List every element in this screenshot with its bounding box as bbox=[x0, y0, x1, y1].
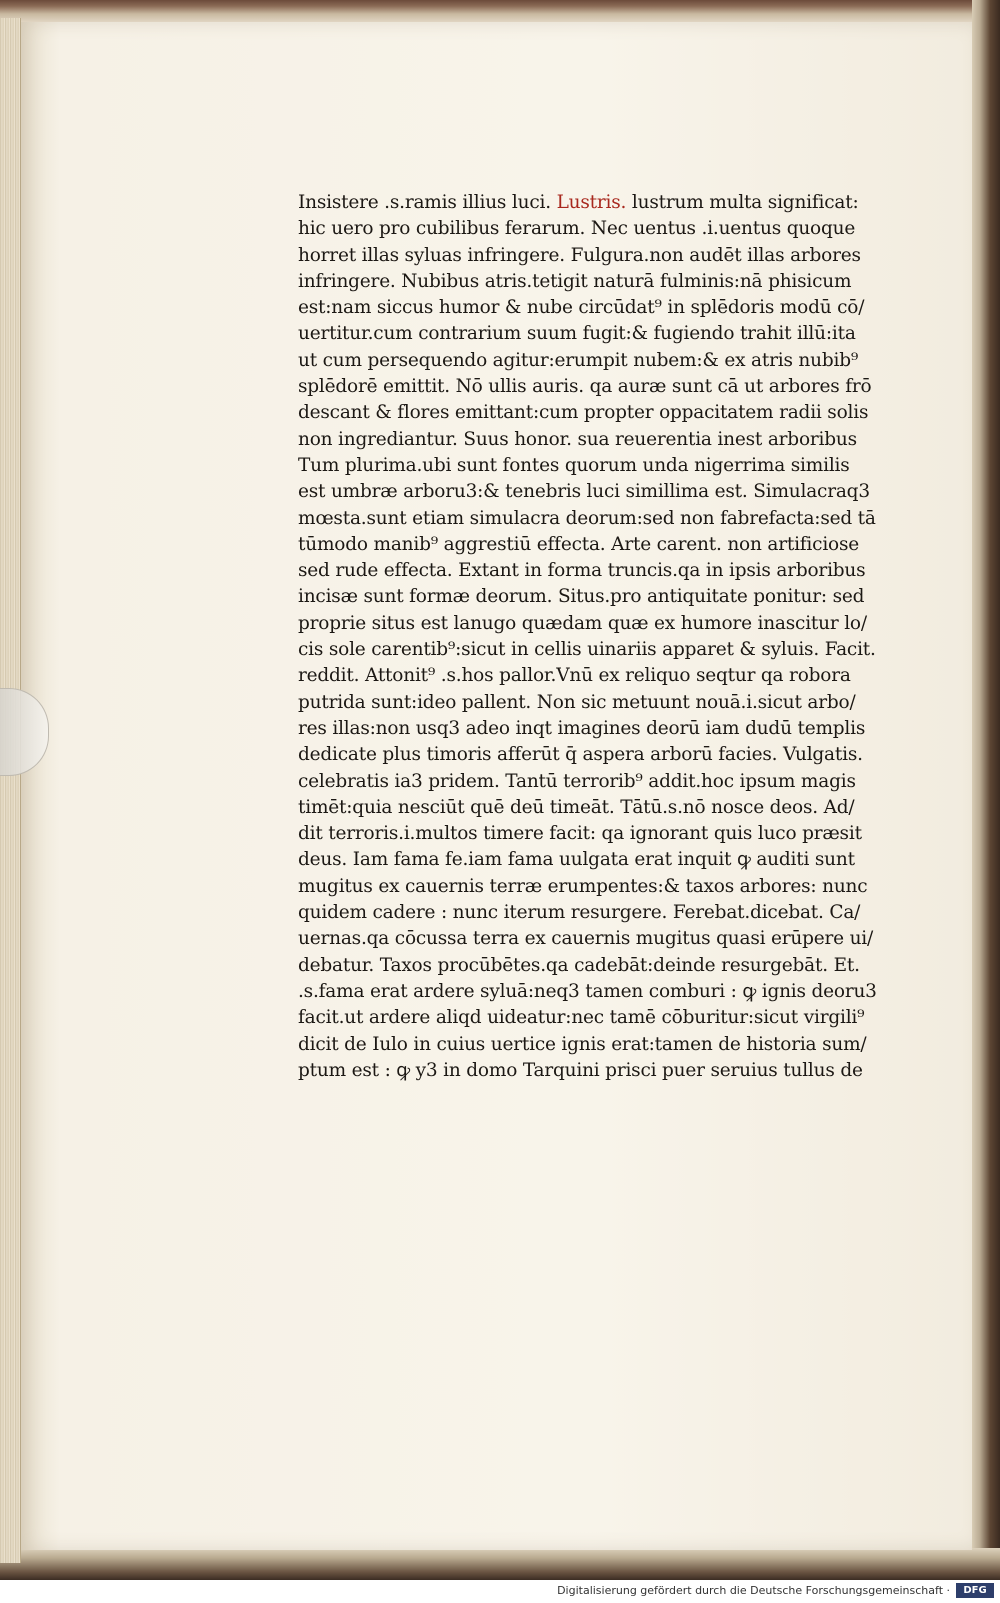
text-line: .s.fama erat ardere syluā:neq3 tamen comburi : ꝙ ignis deoru3 bbox=[298, 980, 877, 1002]
text-line: uertitur.cum contrarium suum fugit:& fugiendo trahit illū:ita bbox=[298, 323, 856, 345]
dfg-logo[interactable]: DFG bbox=[956, 1583, 994, 1598]
text-line: dit terroris.i.multos timere facit: qa ignorant quis luco præsit bbox=[298, 823, 862, 845]
text-line: debatur. Taxos procūbētes.qa cadebāt:deinde resurgebāt. Et. bbox=[298, 954, 860, 976]
text-line: est umbræ arboru3:& tenebris luci simillima est. Simulacraq3 bbox=[298, 481, 870, 503]
text-line: sed rude effecta. Extant in forma truncis.qa in ipsis arboribus bbox=[298, 560, 866, 582]
text-line: mugitus ex cauernis terræ erumpentes:& taxos arbores: nunc bbox=[298, 875, 868, 897]
text-line: Tum plurima.ubi sunt fontes quorum unda nigerrima similis bbox=[298, 454, 850, 476]
text-line: mœsta.sunt etiam simulacra deorum:sed non fabrefacta:sed tā bbox=[298, 507, 876, 529]
text-line: dicit de Iulo in cuius uertice ignis erat:tamen de historia sum/ bbox=[298, 1033, 867, 1055]
text-line: incisæ sunt formæ deorum. Situs.pro antiquitate ponitur: sed bbox=[298, 586, 865, 608]
text-line: proprie situs est lanugo quædam quæ ex humore inascitur lo/ bbox=[298, 612, 867, 634]
text-line: tūmodo manib⁹ aggrestiū effecta. Arte carent. non artificiose bbox=[298, 533, 860, 555]
text-line: putrida sunt:ideo pallent. Non sic metuunt nouā.i.sicut arbo/ bbox=[298, 691, 856, 713]
text-line: celebratis ia3 pridem. Tantū terrorib⁹ addit.hoc ipsum magis bbox=[298, 770, 856, 792]
text-line: hic uero pro cubilibus ferarum. Nec uentus .i.uentus quoque bbox=[298, 218, 856, 240]
text-line: dedicate plus timoris afferūt q̄ aspera arborū facies. Vulgatis. bbox=[298, 744, 863, 766]
text-line: infringere. Nubibus atris.tetigit naturā fulminis:nā phisicum bbox=[298, 270, 852, 292]
funding-credit: Digitalisierung gefördert durch die Deutsche Forschungsgemeinschaft · bbox=[557, 1584, 950, 1597]
text-line: reddit. Attonit⁹ .s.hos pallor.Vnū ex reliquo seqtur qa robora bbox=[298, 665, 851, 687]
book-top-edge bbox=[0, 0, 1000, 24]
text-line: cis sole carentib⁹:sicut in cellis uinariis apparet & syluis. Facit. bbox=[298, 639, 876, 661]
text-line: est:nam siccus humor & nube circūdat⁹ in splēdoris modū cō/ bbox=[298, 297, 865, 319]
text-line: ptum est : ꝙ y3 in domo Tarquini prisci puer seruius tullus de bbox=[298, 1059, 863, 1081]
text-line: quidem cadere : nunc iterum resurgere. Ferebat.dicebat. Ca/ bbox=[298, 902, 861, 924]
rubric-mark: Lustris. bbox=[556, 192, 627, 213]
text-line: uernas.qa cōcussa terra ex cauernis mugitus quasi erūpere ui/ bbox=[298, 928, 874, 950]
book-bottom-edge bbox=[0, 1548, 1000, 1580]
text-block bbox=[298, 190, 903, 1084]
text-line: descant & flores emittant:cum propter oppacitatem radii solis bbox=[298, 402, 869, 424]
text-line: non ingrediantur. Suus honor. sua reuerentia inest arboribus bbox=[298, 428, 857, 450]
text-line: timēt:quia nesciūt quē deū timeāt. Tātū.s.nō nosce deos. Ad/ bbox=[298, 796, 855, 818]
text-line: res illas:non usq3 adeo inqt imagines deorū iam dudū templis bbox=[298, 717, 866, 739]
book-left-edge bbox=[0, 18, 21, 1563]
book-right-edge bbox=[972, 0, 1000, 1560]
text-line: splēdorē emittit. Nō ullis auris. qa auræ sunt cā ut arbores frō bbox=[298, 376, 872, 398]
text-line: Insistere .s.ramis illius luci. Lustris. lustrum multa significat: bbox=[298, 192, 859, 213]
text-line: deus. Iam fama fe.iam fama uulgata erat inquit ꝙ auditi sunt bbox=[298, 849, 855, 871]
text-line: horret illas syluas infringere. Fulgura.non audēt illas arbores bbox=[298, 244, 861, 266]
text-line: ut cum persequendo agitur:erumpit nubem:& ex atris nubib⁹ bbox=[298, 349, 859, 371]
text-line: facit.ut ardere aliqd uideatur:nec tamē cōburitur:sicut virgili⁹ bbox=[298, 1007, 865, 1029]
